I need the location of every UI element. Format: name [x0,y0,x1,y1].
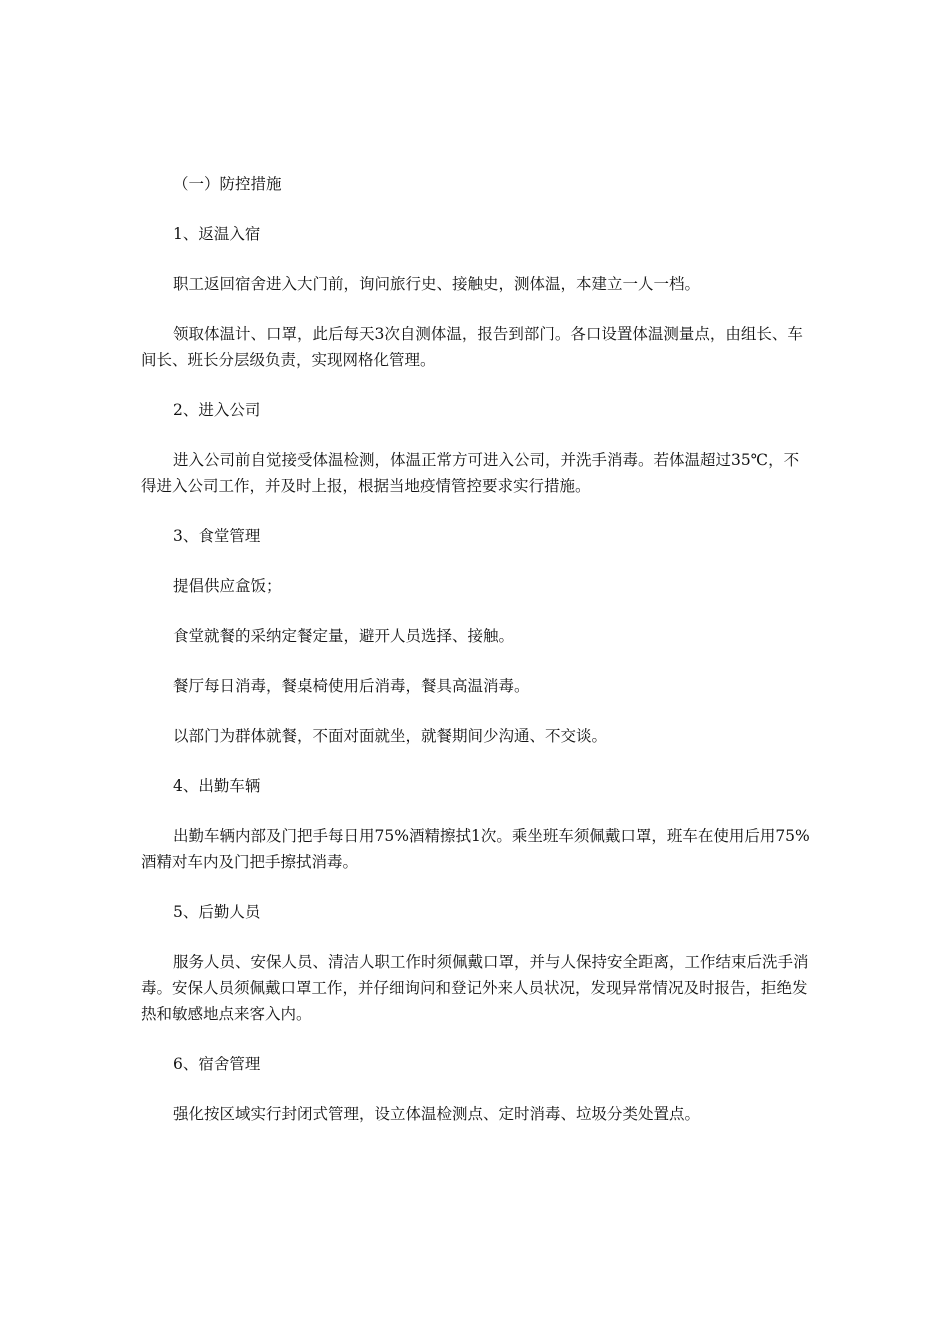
document-body [141,171,811,1151]
subsection-heading: 2、进入公司 [173,401,261,419]
subsection-heading: 4、出勤车辆 [173,777,261,795]
body-paragraph: 餐厅每日消毒，餐桌椅使用后消毒，餐具高温消毒。 [173,677,530,695]
subsection-heading: 6、宿舍管理 [173,1055,261,1073]
body-paragraph: 提倡供应盒饭； [173,577,282,595]
subsection-heading: 3、食堂管理 [173,527,261,545]
body-paragraph: 食堂就餐的采纳定餐定量，避开人员选择、接触。 [173,627,515,645]
section-heading: （一）防控措施 [173,175,282,193]
body-paragraph: 服务人员、安保人员、清洁人职工作时须佩戴口罩，并与人保持安全距离，工作结束后洗手消毒。安保人员须佩戴口罩工作，并仔细询问和登记外来人员状况，发现异常情况及时报告，拒绝发热和敏感地点来客入内。 [141,953,809,1023]
body-paragraph: 领取体温计、口罩，此后每天3次自测体温，报告到部门。各口设置体温测量点，由组长、车间长、班长分层级负责，实现网格化管理。 [141,325,803,369]
body-paragraph: 进入公司前自觉接受体温检测，体温正常方可进入公司，并洗手消毒。若体温超过35℃，不得进入公司工作，并及时上报，根据当地疫情管控要求实行措施。 [141,451,800,495]
body-paragraph: 出勤车辆内部及门把手每日用75%酒精擦拭1次。乘坐班车须佩戴口罩，班车在使用后用75%酒精对车内及门把手擦拭消毒。 [141,827,810,871]
subsection-heading: 5、后勤人员 [173,903,261,921]
body-paragraph: 职工返回宿舍进入大门前，询问旅行史、接触史，测体温，本建立一人一档。 [173,275,701,293]
subsection-heading: 1、返温入宿 [173,225,261,243]
body-paragraph: 以部门为群体就餐，不面对面就坐，就餐期间少沟通、不交谈。 [173,727,608,745]
body-paragraph: 强化按区域实行封闭式管理，设立体温检测点、定时消毒、垃圾分类处置点。 [173,1105,701,1123]
